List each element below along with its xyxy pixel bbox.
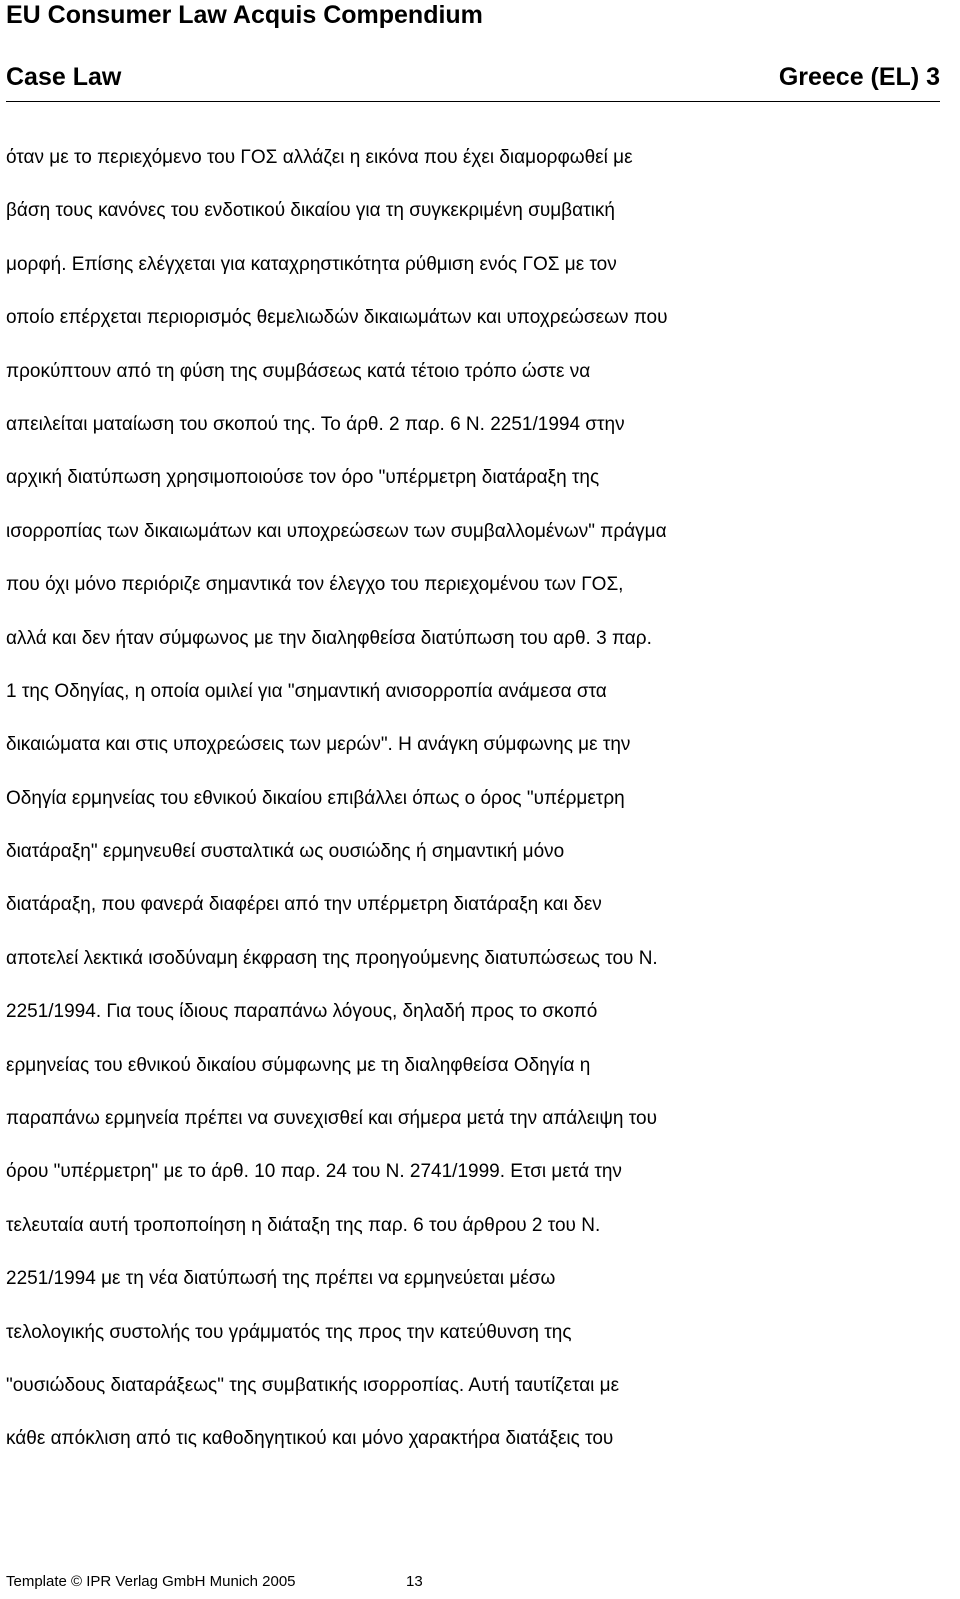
document-title: EU Consumer Law Acquis Compendium (6, 1, 483, 29)
text-line: ισορροπίας των δικαιωμάτων και υποχρεώσεων των συμβαλλομένων" πράγμα (6, 520, 667, 542)
text-line: κάθε απόκλιση από τις καθοδηγητικού και μόνο χαρακτήρα διατάξεις του (6, 1428, 614, 1450)
text-line: 2251/1994 με τη νέα διατύπωσή της πρέπει να ερμηνεύεται μέσω (6, 1268, 556, 1290)
text-line: αλλά και δεν ήταν σύμφωνος με την διαληφθείσα διατύπωση του αρθ. 3 παρ. (6, 627, 652, 649)
text-line: αρχική διατύπωση χρησιμοποιούσε τον όρο "υπέρμετρη διατάραξη της (6, 467, 600, 489)
text-line: διατάραξη" ερμηνευθεί συσταλτικά ως ουσιώδης ή σημαντική μόνο (6, 841, 565, 863)
text-line: όρου "υπέρμετρη" με το άρθ. 10 παρ. 24 του Ν. 2741/1999. Ετσι μετά την (6, 1161, 622, 1183)
text-line: παραπάνω ερμηνεία πρέπει να συνεχισθεί και σήμερα μετά την απάλειψη του (6, 1108, 657, 1130)
section-label: Case Law (6, 63, 122, 91)
text-line: διατάραξη, που φανερά διαφέρει από την υπέρμετρη διατάραξη και δεν (6, 894, 602, 916)
text-line: τελευταία αυτή τροποποίηση η διάταξη της παρ. 6 του άρθρου 2 του Ν. (6, 1214, 601, 1236)
country-label: Greece (EL) 3 (778, 63, 940, 91)
text-line: οποίο επέρχεται περιορισμός θεμελιωδών δικαιωμάτων και υποχρεώσεων που (6, 307, 668, 329)
text-line: αποτελεί λεκτικά ισοδύναμη έκφραση της προηγούμενης διατυπώσεως του Ν. (6, 947, 658, 969)
text-line: Οδηγία ερμηνείας του εθνικού δικαίου επιβάλλει όπως ο όρος "υπέρμετρη (6, 787, 625, 809)
text-line: 1 της Οδηγίας, η οποία ομιλεί για "σημαντική ανισορροπία ανάμεσα στα (6, 680, 607, 702)
text-line: προκύπτουν από τη φύση της συμβάσεως κατά τέτοιο τρόπο ώστε να (6, 360, 591, 382)
text-line: όταν με το περιεχόμενο του ΓΟΣ αλλάζει η εικόνα που έχει διαμορφωθεί με (6, 147, 633, 168)
text-line: ερμηνείας του εθνικού δικαίου σύμφωνης με τη διαληφθείσα Οδηγία η (6, 1054, 591, 1076)
text-line: δικαιώματα και στις υποχρεώσεις των μερών". Η ανάγκη σύμφωνης με την (6, 734, 631, 756)
text-line: "ουσιώδους διαταράξεως" της συμβατικής ισορροπίας. Αυτή ταυτίζεται με (6, 1374, 620, 1396)
text-line: βάση τους κανόνες του ενδοτικού δικαίου για τη συγκεκριμένη συμβατική (6, 200, 615, 222)
text-line: μορφή. Επίσης ελέγχεται για καταχρηστικότητα ρύθμιση ενός ΓΟΣ με τον (6, 253, 617, 275)
text-line: 2251/1994. Για τους ίδιους παραπάνω λόγους, δηλαδή προς το σκοπό (6, 1001, 598, 1023)
footer-page-number: 13 (406, 1573, 423, 1590)
footer-template: Template © IPR Verlag GmbH Munich 2005 (6, 1573, 296, 1590)
text-line: τελολογικής συστολής του γράμματός της προς την κατεύθυνση της (6, 1321, 572, 1343)
page-header (6, 62, 940, 92)
body-text (6, 146, 668, 1481)
text-line: που όχι μόνο περιόριζε σημαντικά τον έλεγχο του περιεχομένου των ΓΟΣ, (6, 574, 624, 596)
header-divider (6, 101, 940, 102)
text-line: απειλείται ματαίωση του σκοπού της. Το άρθ. 2 παρ. 6 Ν. 2251/1994 στην (6, 413, 625, 435)
